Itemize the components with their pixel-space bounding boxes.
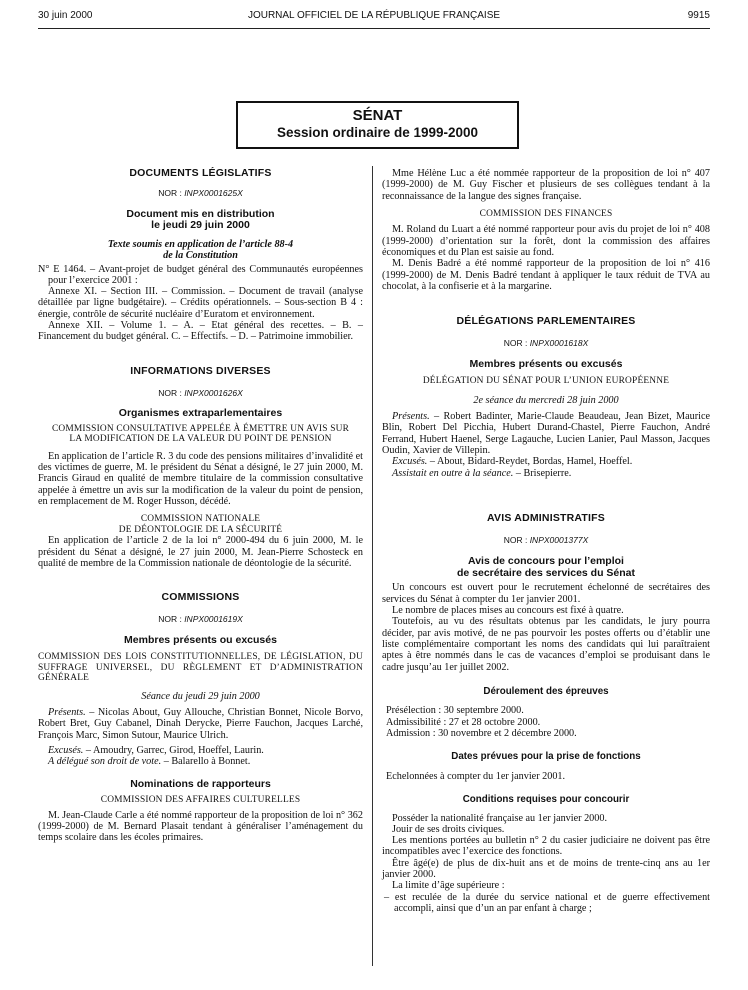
paragraph-schosteck: En application de l’article 2 de la loi n° 2000-494 du 6 juin 2000, M. le président du Sénat a désigné, le 27 juin 2000, M. Jean-Pierre Schosteck en qualité de membre de la Commission nationale de déontologie de la sécurité. [38, 535, 363, 569]
deontologie-line2: DE DÉONTOLOGIE DE LA SÉCURITÉ [118, 524, 283, 535]
avis-concours-line2: de secrétaire des services du Sénat [456, 566, 636, 579]
nor-code: INPX0001618X [529, 338, 589, 349]
membres-presents-heading: Membres présents ou excusés [469, 357, 623, 370]
paragraph-assistait [382, 468, 710, 479]
section-delegations-parlementaires: DÉLÉGATIONS PARLEMENTAIRES [456, 315, 636, 328]
dates-prise-fonctions-heading: Dates prévues pour la prise de fonctions [451, 751, 641, 763]
nor-label: NOR : [158, 614, 182, 625]
nor-reference [38, 614, 363, 625]
nor-reference [382, 338, 710, 349]
nor-code: INPX0001619X [184, 614, 243, 625]
paragraph-presents [38, 707, 363, 741]
distribution-line1: Document mis en distribution [126, 207, 275, 220]
paragraph-annexe-xi: Annexe XI. – Section III. – Commission. – Document de travail (analyse détaillée par ligne budgétaire). – Crédits opérationnels. – Sous-section B 4 : énergie, contrôle de sécurité nucléaire d’Euratom et environnement. [38, 286, 363, 320]
section-avis-administratifs: AVIS ADMINISTRATIFS [487, 511, 605, 524]
deroulement-heading: Déroulement des épreuves [483, 685, 609, 697]
section-informations-diverses: INFORMATIONS DIVERSES [130, 364, 271, 377]
commission-affaires-culturelles: COMMISSION DES AFFAIRES CULTURELLES [100, 795, 301, 806]
avis-concours-line1: Avis de concours pour l’emploi [468, 555, 624, 568]
left-column [38, 168, 363, 843]
distribution-heading [38, 209, 363, 232]
header-page-number: 9915 [687, 10, 710, 21]
presents-label: Présents. [392, 411, 430, 423]
article-line1: Texte soumis en application de l’article 88-4 [107, 238, 294, 250]
seance-date: 2e séance du mercredi 28 juin 2000 [473, 394, 619, 406]
condition-casier: Les mentions portées au bulletin n° 2 du casier judiciaire ne doivent pas être incompatibles avec l’exercice des fonctions. [382, 835, 710, 858]
excuses-label: Excusés. [392, 456, 428, 468]
condition-service-national: – est reculée de la durée du service national et de guerre effectivement accompli, ainsi que d’un an par enfant à charge ; [384, 891, 710, 914]
paragraph-excuses [38, 745, 363, 756]
avis-concours-heading [382, 556, 710, 579]
condition-nationalite: Posséder la nationalité française au 1er janvier 2000. [392, 812, 607, 824]
deontologie-line1: COMMISSION NATIONALE [140, 514, 261, 525]
nor-label: NOR : [158, 188, 182, 199]
condition-droits-civiques: Jouir de ses droits civiques. [392, 823, 505, 835]
paragraph-e1464: N° E 1464. – Avant-projet de budget général des Communautés européennes pour l’exercice 2001 : [38, 263, 363, 286]
nor-reference [38, 388, 363, 399]
condition-limite-age: La limite d’âge supérieure : [392, 880, 505, 892]
assistait-label: Assistait en outre à la séance. [392, 467, 514, 479]
presents-names: – Robert Badinter, Marie-Claude Beaudeau, Jean Bizet, Maurice Blin, Robert Del Picchia, Hubert Durand-Chastel, Pierre Fauchon, André Ferrand, Hubert Haenel, Serge Lagauche, Lucien Lanier, Paul Masson, Jacques Oudin, Xavier de Villepin. [382, 411, 710, 456]
admissibilite: Admissibilité : 27 et 28 octobre 2000. [386, 716, 541, 728]
dates-echelonnees: Echelonnées à compter du 1er janvier 2001. [386, 770, 566, 782]
nor-label: NOR : [503, 338, 528, 349]
paragraph-concours-ouvert: Un concours est ouvert pour le recrutement échelonné de secrétaires des services du Sénat à compter du 1er janvier 2001. [382, 582, 710, 605]
paragraph-giraud: En application de l’article R. 3 du code des pensions militaires d’invalidité et des victimes de guerre, M. le président du Sénat a désigné, le 27 juin 2000, M. Francis Giraud en qualité de membre titulaire de la commission consultative appelée à émettre un avis sur la modification de la valeur du point de pension, en remplacement de M. Roger Husson, décédé. [38, 450, 363, 507]
running-header [38, 10, 710, 26]
excuses-names: – Amoudry, Garrec, Girod, Hoeffel, Laurin. [83, 744, 264, 756]
paragraph-jury: Toutefois, au vu des résultats obtenus par les candidats, le jury pourra décider, par avis motivé, de ne pas pourvoir les postes offerts ou d’établir une liste complémentaire comportant les noms des candidats qui lui paraîtraient aptes à être nommés dans le cas de vacances d’emploi se produisant dans le cadre jusqu’au 1er juillet 2002. [382, 616, 710, 673]
condition-age: Être âgé(e) de plus de dix-huit ans et de moins de trente-cinq ans au 1er janvier 2000. [382, 857, 710, 880]
column-divider [372, 166, 373, 966]
nor-reference [382, 535, 710, 546]
delegue-names: – Balarello à Bonnet. [161, 756, 251, 768]
nor-code: INPX0001626X [184, 387, 243, 398]
membres-presents-heading: Membres présents ou excusés [124, 633, 277, 646]
right-column [382, 168, 710, 914]
paragraph-excuses [382, 456, 710, 467]
preselection: Présélection : 30 septembre 2000. [386, 705, 524, 717]
title-senat: SÉNAT [352, 107, 403, 124]
seance-date: Séance du jeudi 29 juin 2000 [141, 690, 260, 702]
nor-code: INPX0001625X [184, 188, 243, 199]
commission-point-pension: COMMISSION CONSULTATIVE APPELÉE À ÉMETTRE UN AVIS SUR LA MODIFICATION DE LA VALEUR DU POINT DE PENSION [51, 423, 350, 445]
presents-names: – Nicolas About, Guy Allouche, Christian Bonnet, Nicole Borvo, Robert Bret, Guy Cabanel, Dinah Derycke, Pierre Fauchon, Jacques Larché, François Marc, Simon Sutour, Maurice Ulrich. [38, 707, 363, 741]
nominations-heading: Nominations de rapporteurs [130, 777, 271, 790]
admission: Admission : 30 novembre et 2 décembre 2000. [386, 727, 577, 739]
paragraph-presents [382, 411, 710, 456]
commission-des-finances: COMMISSION DES FINANCES [479, 208, 613, 219]
excuses-names: – About, Bidard-Reydet, Bordas, Hamel, Hoeffel. [427, 456, 633, 468]
distribution-line2: le jeudi 29 juin 2000 [151, 219, 250, 232]
article-line2: de la Constitution [163, 249, 238, 261]
section-commissions: COMMISSIONS [161, 591, 240, 604]
nor-label: NOR : [158, 387, 182, 398]
header-journal-title: JOURNAL OFFICIEL DE LA RÉPUBLIQUE FRANÇAISE [247, 10, 501, 21]
paragraph-carle: M. Jean-Claude Carle a été nommé rapporteur de la proposition de loi n° 362 (1999-2000) de M. Bernard Plasait tendant à généraliser l’aménagement du temps scolaire dans les écoles primaires. [38, 809, 363, 844]
excuses-label: Excusés. [48, 744, 84, 756]
paragraph-annexe-xii: Annexe XII. – Volume 1. – A. – Etat général des recettes. – B. – Financement du budget général. C. – Effectifs. – D. – Patrimoine immobilier. [38, 320, 363, 343]
paragraph-luc: Mme Hélène Luc a été nommée rapporteur de la proposition de loi n° 407 (1999-2000) de M. Guy Fischer et plusieurs de ses collègues tendant à la reconnaissance de la langue des signes française. [382, 168, 710, 202]
nor-reference [38, 188, 363, 199]
delegation-union-europeenne: DÉLÉGATION DU SÉNAT POUR L’UNION EUROPÉENNE [422, 376, 670, 387]
organismes-heading: Organismes extraparlementaires [118, 407, 283, 420]
commission-deontologie [38, 514, 363, 535]
header-date: 30 juin 2000 [38, 10, 93, 21]
paragraph-badre: M. Denis Badré a été nommé rapporteur de la proposition de loi n° 416 (1999-2000) de M. Denis Badré tendant à appliquer le taux réduit de TVA au chocolat, à la confiserie et à la margarine. [382, 258, 710, 292]
header-rule [38, 28, 710, 29]
assistait-names: – Brisepierre. [513, 467, 572, 479]
nor-label: NOR : [503, 535, 528, 546]
title-session: Session ordinaire de 1999-2000 [276, 125, 479, 140]
senat-title-box [236, 101, 519, 149]
presents-label: Présents. [48, 707, 86, 719]
delegue-label: A délégué son droit de vote. [48, 756, 162, 768]
article-88-4-heading [38, 239, 363, 261]
section-documents-legislatifs: DOCUMENTS LÉGISLATIFS [129, 167, 272, 179]
paragraph-nombre-places: Le nombre de places mises au concours est fixé à quatre. [392, 605, 624, 617]
paragraph-delegue [38, 756, 363, 767]
paragraph-luart: M. Roland du Luart a été nommé rapporteur pour avis du projet de loi n° 408 (1999-2000) d’orientation sur la forêt, dont la commission des affaires économiques et du Plan est saisie au fond. [382, 224, 710, 258]
nor-code: INPX0001377X [529, 535, 589, 546]
commission-des-lois: COMMISSION DES LOIS CONSTITUTIONNELLES, DE LÉGISLATION, DU SUFFRAGE UNIVERSEL, DU RÈGLEMENT ET D’ADMINISTRATION GÉNÉRALE [38, 652, 363, 684]
conditions-heading: Conditions requises pour concourir [462, 794, 630, 805]
